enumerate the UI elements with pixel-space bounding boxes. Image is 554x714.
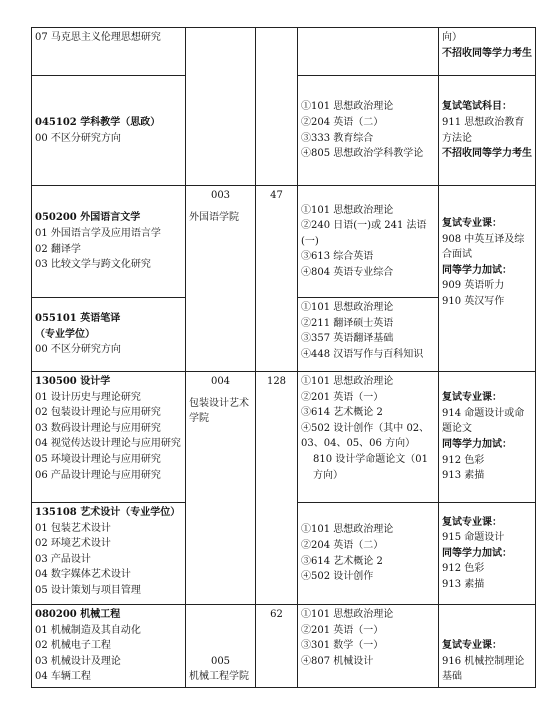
note-cell [439, 372, 536, 503]
major-cell [32, 372, 186, 503]
school-cell [186, 605, 256, 688]
exam-item: ③333 教育综合 [301, 132, 374, 144]
exam-item: ①101 思想政治理论 [301, 101, 394, 113]
note-heading: 复试专业课： [442, 392, 502, 404]
exam-item: ④807 机械设计 [301, 655, 374, 667]
major-code: 135108 艺术设计（专业学位） [35, 507, 181, 518]
direction-line: 01 包装艺术设计 [35, 522, 111, 534]
major-cell [32, 28, 186, 76]
quota-cell [256, 605, 298, 688]
direction-line: 01 外国语言学及应用语言学 [35, 227, 161, 239]
note-text: 913 素描 [442, 470, 485, 482]
exam-item: ①101 思想政治理论 [301, 376, 394, 387]
direction-line: 03 产品设计 [35, 553, 91, 565]
note-text: 915 命题设计 [442, 532, 505, 544]
note-cell [439, 186, 536, 372]
school-code: 005 [210, 655, 231, 667]
exam-cell [298, 372, 439, 503]
direction-line: 02 环境艺术设计 [35, 538, 111, 550]
school-code: 003 [210, 190, 231, 201]
exam-item: ②201 英语（一） [301, 624, 384, 636]
note-text: 909 英语听力 [442, 280, 505, 292]
exam-cell [298, 605, 439, 688]
exam-cell [298, 298, 439, 372]
direction-line: 00 不区分研究方向 [35, 344, 121, 356]
major-cell [32, 76, 186, 186]
note-cell [439, 76, 536, 186]
note-text: 912 色彩 [442, 454, 485, 466]
major-code: 050200 外国语言文学 [35, 212, 141, 224]
exam-cell [298, 76, 439, 186]
note-cell [439, 503, 536, 605]
note-bold: 不招收同等学力考生 [442, 148, 532, 160]
exam-item: ②204 英语（二） [301, 116, 384, 128]
direction-line: 05 环境设计理论与应用研究 [35, 453, 161, 465]
exam-item: ①101 思想政治理论 [301, 609, 394, 620]
major-cell [32, 503, 186, 605]
school-cell [186, 28, 256, 186]
exam-item: ②204 英语（二） [301, 539, 384, 551]
exam-item: ②211 翻译硕士英语 [301, 317, 394, 329]
exam-item: ②201 英语（一） [301, 391, 384, 403]
major-cell [32, 298, 186, 372]
direction-line: 01 机械制造及其自动化 [35, 624, 141, 636]
exam-cell [298, 186, 439, 298]
direction-line: 00 不区分研究方向 [35, 132, 121, 144]
direction-line: 02 包装设计理论与应用研究 [35, 407, 161, 419]
major-code: 055101 英语笔译 [35, 313, 121, 325]
note-text: 911 思想政治教育方法论 [442, 116, 525, 144]
direction-line: 03 数码设计理论与应用研究 [35, 422, 161, 434]
exam-item: ①101 思想政治理论 [301, 204, 394, 216]
exam-item: ④502 设计创作 [301, 571, 374, 583]
direction-line: 07 马克思主义伦理思想研究 [35, 32, 161, 43]
note-heading: 复试专业课： [442, 640, 502, 652]
direction-line: 04 数字媒体艺术设计 [35, 569, 131, 581]
exam-item: ①101 思想政治理论 [301, 302, 394, 313]
note-text: 914 命题设计或命题论文 [442, 407, 525, 435]
note-heading: 复试笔试科目： [442, 101, 512, 113]
exam-item: ③301 数学（一） [301, 640, 384, 652]
major-code: 080200 机械工程 [35, 609, 121, 620]
note-bold: 不招收同等学力考生 [442, 47, 532, 59]
exam-item: ④805 思想政治学科教学论 [301, 148, 424, 160]
exam-cell [298, 503, 439, 605]
quota-value: 47 [270, 190, 283, 201]
exam-cell [298, 28, 439, 76]
major-cell [32, 605, 186, 688]
note-heading: 同等学力加试： [442, 264, 512, 276]
table-row [32, 28, 536, 76]
direction-line: 04 车辆工程 [35, 671, 91, 683]
direction-line: 04 视觉传达设计理论与应用研究 [35, 438, 181, 450]
note-heading: 复试专业课： [442, 516, 502, 528]
note-text: 910 英汉写作 [442, 295, 505, 307]
quota-value: 128 [266, 376, 287, 387]
quota-value: 62 [270, 609, 283, 620]
quota-cell [256, 28, 298, 186]
note-heading: 同等学力加试： [442, 547, 512, 559]
table-row [32, 605, 536, 688]
direction-line: 02 翻译学 [35, 243, 81, 255]
exam-item: ①101 思想政治理论 [301, 524, 394, 536]
quota-cell [256, 186, 298, 372]
exam-item: ④448 汉语写作与百科知识 [301, 348, 424, 360]
direction-line: 01 设计历史与理论研究 [35, 391, 141, 403]
direction-line: 03 比较文学与跨文化研究 [35, 259, 151, 271]
direction-line: 06 产品设计理论与应用研究 [35, 469, 161, 481]
exam-item: ③357 英语翻译基础 [301, 333, 394, 345]
school-name: 机械工程学院 [189, 671, 249, 683]
table-row [32, 372, 536, 503]
note-cell [439, 605, 536, 688]
major-cell [32, 186, 186, 298]
major-subtitle: （专业学位） [35, 328, 95, 340]
direction-line: 02 机械电子工程 [35, 640, 111, 652]
note-text: 908 中英互译及综合面试 [442, 233, 525, 261]
direction-line: 03 机械设计及理论 [35, 655, 121, 667]
exam-item: 810 设计学命题论文（01方向） [313, 453, 428, 481]
note-text: 913 素描 [442, 578, 485, 590]
school-code: 004 [210, 376, 231, 387]
direction-line: 05 设计策划与项目管理 [35, 584, 141, 596]
note-text: 912 色彩 [442, 563, 485, 575]
note-text: 向） [442, 32, 462, 43]
major-code: 130500 设计学 [35, 376, 111, 387]
note-heading: 同等学力加试： [442, 439, 512, 450]
exam-item: ③614 艺术概论 2 [301, 407, 383, 419]
school-cell [186, 186, 256, 372]
note-cell [439, 28, 536, 76]
exam-item: ②240 日语(一)或 241 法语(一) [301, 220, 427, 247]
admission-catalog-table [31, 27, 536, 688]
note-text: 916 机械控制理论基础 [442, 655, 525, 683]
exam-item: ④804 英语专业综合 [301, 266, 394, 278]
school-name: 包装设计艺术学院 [189, 397, 249, 425]
school-name: 外国语学院 [189, 211, 239, 223]
quota-cell [256, 372, 298, 605]
exam-item: ④502 设计创作（其中 02、03、04、05、06 方向） [301, 422, 430, 450]
exam-item: ③614 艺术概论 2 [301, 555, 383, 567]
major-code: 045102 学科教学（思政） [35, 116, 161, 128]
table-row [32, 186, 536, 298]
exam-item: ③613 综合英语 [301, 251, 374, 263]
note-heading: 复试专业课： [442, 218, 502, 229]
school-cell [186, 372, 256, 605]
